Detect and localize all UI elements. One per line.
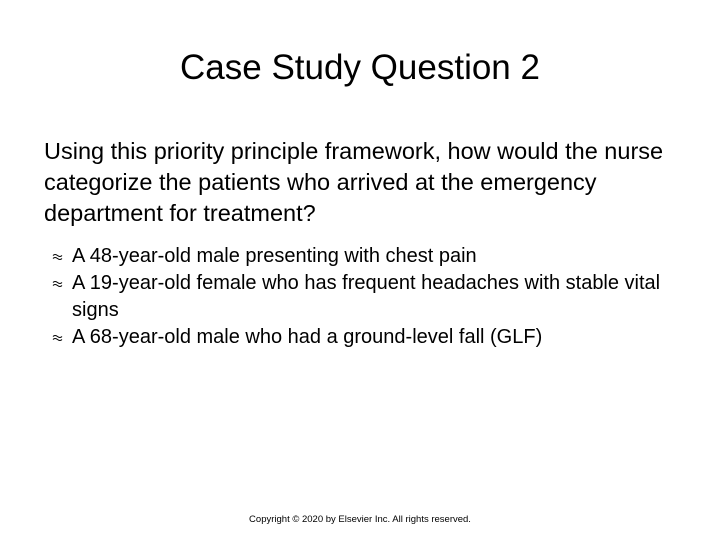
wavy-bullet-icon (50, 324, 64, 351)
list-item-text: A 68-year-old male who had a ground-level fall (GLF) (72, 326, 543, 348)
list-item (50, 270, 690, 324)
list-item (50, 324, 690, 351)
list-item-text: A 48-year-old male presenting with chest pain (72, 245, 477, 267)
patient-list (50, 243, 690, 351)
question-prompt: Using this priority principle framework, how would the nurse categorize the patients who arrived at the emergency department for treatment? (44, 138, 664, 226)
list-item (50, 243, 690, 270)
wavy-bullet-icon (50, 270, 64, 297)
wavy-bullet-icon (50, 243, 64, 270)
copyright-notice: Copyright © 2020 by Elsevier Inc. All rights reserved. (249, 514, 471, 525)
list-item-text: A 19-year-old female who has frequent headaches with stable vital signs (72, 272, 661, 321)
slide-title: Case Study Question 2 (180, 48, 540, 87)
